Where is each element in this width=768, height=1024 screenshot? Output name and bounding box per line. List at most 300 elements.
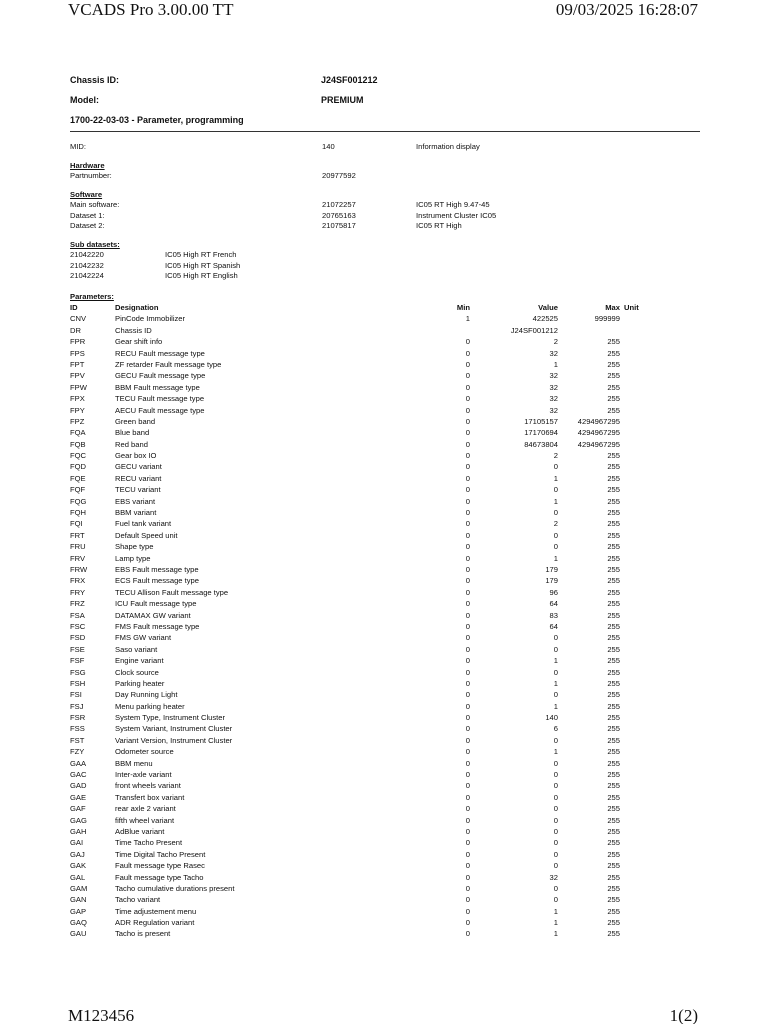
param-designation: Gear box IO bbox=[115, 451, 157, 461]
partnumber-row bbox=[70, 171, 700, 182]
param-id: FZY bbox=[70, 747, 85, 757]
param-designation: Odometer source bbox=[115, 747, 174, 757]
software-label: Main software: bbox=[70, 200, 120, 209]
table-row bbox=[70, 826, 700, 837]
param-max: 4294967295 bbox=[577, 416, 620, 426]
sub-dataset-id: 21042220 bbox=[70, 250, 104, 259]
param-id: GAG bbox=[70, 815, 87, 825]
param-min: 0 bbox=[465, 405, 470, 415]
param-designation: Fault message type Tacho bbox=[115, 872, 204, 882]
param-max: 255 bbox=[607, 382, 620, 392]
parameters-table bbox=[70, 302, 700, 940]
software-list bbox=[70, 200, 700, 232]
param-value: 1 bbox=[553, 906, 558, 916]
table-row bbox=[70, 541, 700, 552]
table-row bbox=[70, 906, 700, 917]
param-max: 255 bbox=[607, 906, 620, 916]
param-min: 0 bbox=[465, 804, 470, 814]
param-id: GAK bbox=[70, 861, 87, 871]
table-row bbox=[70, 792, 700, 803]
table-row bbox=[70, 336, 700, 347]
table-row bbox=[70, 928, 700, 939]
param-max: 255 bbox=[607, 371, 620, 381]
partnumber-value: 20977592 bbox=[322, 171, 356, 180]
param-max: 255 bbox=[607, 496, 620, 506]
software-title: Software bbox=[70, 189, 103, 199]
param-designation: FMS Fault message type bbox=[115, 621, 200, 631]
param-min: 0 bbox=[465, 633, 470, 643]
param-id: FQA bbox=[70, 428, 86, 438]
software-row bbox=[70, 211, 700, 222]
param-designation: DATAMAX GW variant bbox=[115, 610, 191, 620]
param-value: 0 bbox=[553, 792, 558, 802]
table-row bbox=[70, 348, 700, 359]
table-row bbox=[70, 849, 700, 860]
param-min: 0 bbox=[465, 508, 470, 518]
param-min: 0 bbox=[465, 621, 470, 631]
sub-dataset-row bbox=[70, 271, 700, 282]
sub-dataset-desc: IC05 High RT English bbox=[165, 271, 238, 280]
table-row bbox=[70, 712, 700, 723]
software-row bbox=[70, 221, 700, 232]
param-max: 255 bbox=[607, 872, 620, 882]
param-designation: ADR Regulation variant bbox=[115, 918, 195, 928]
table-row bbox=[70, 405, 700, 416]
param-max: 255 bbox=[607, 701, 620, 711]
param-min: 0 bbox=[465, 428, 470, 438]
col-unit: Unit bbox=[624, 303, 639, 312]
table-row bbox=[70, 507, 700, 518]
table-row bbox=[70, 769, 700, 780]
param-max: 255 bbox=[607, 849, 620, 859]
param-max: 255 bbox=[607, 451, 620, 461]
col-min: Min bbox=[456, 303, 470, 312]
param-id: FQB bbox=[70, 439, 86, 449]
param-id: FRY bbox=[70, 587, 86, 597]
param-max: 255 bbox=[607, 929, 620, 939]
param-min: 0 bbox=[465, 826, 470, 836]
table-row bbox=[70, 484, 700, 495]
param-designation: GECU variant bbox=[115, 462, 162, 472]
param-min: 0 bbox=[465, 781, 470, 791]
document-id: M123456 bbox=[68, 1006, 135, 1024]
table-row bbox=[70, 815, 700, 826]
param-max: 255 bbox=[607, 713, 620, 723]
param-max: 255 bbox=[607, 724, 620, 734]
param-value: 0 bbox=[553, 462, 558, 472]
table-row bbox=[70, 382, 700, 393]
sub-dataset-row bbox=[70, 261, 700, 272]
param-id: GAA bbox=[70, 758, 87, 768]
param-id: FQC bbox=[70, 451, 87, 461]
param-min: 0 bbox=[465, 918, 470, 928]
param-designation: PinCode Immobilizer bbox=[115, 314, 186, 324]
chassis-value: J24SF001212 bbox=[321, 75, 378, 85]
table-row bbox=[70, 644, 700, 655]
model-value: PREMIUM bbox=[321, 95, 364, 105]
param-id: FPY bbox=[70, 405, 85, 415]
param-min: 0 bbox=[465, 382, 470, 392]
param-max: 255 bbox=[607, 644, 620, 654]
param-id: FPX bbox=[70, 394, 85, 404]
param-designation: Engine variant bbox=[115, 656, 164, 666]
param-designation: FMS GW variant bbox=[115, 633, 172, 643]
param-value: 1 bbox=[553, 929, 558, 939]
param-value: 0 bbox=[553, 485, 558, 495]
param-max: 999999 bbox=[594, 314, 620, 324]
param-min: 0 bbox=[465, 849, 470, 859]
param-value: 1 bbox=[553, 473, 558, 483]
report-body bbox=[70, 75, 700, 940]
table-row bbox=[70, 461, 700, 472]
param-designation: Variant Version, Instrument Cluster bbox=[115, 735, 233, 745]
table-row bbox=[70, 439, 700, 450]
param-max: 255 bbox=[607, 804, 620, 814]
param-designation: BBM variant bbox=[115, 508, 157, 518]
parameters-rows bbox=[70, 313, 700, 939]
table-row bbox=[70, 917, 700, 928]
param-id: FPW bbox=[70, 382, 87, 392]
param-id: FRT bbox=[70, 530, 85, 540]
param-value: 0 bbox=[553, 838, 558, 848]
software-desc: Instrument Cluster IC05 bbox=[416, 210, 497, 220]
sub-dataset-desc: IC05 High RT Spanish bbox=[165, 260, 241, 270]
param-max: 255 bbox=[607, 826, 620, 836]
param-id: GAU bbox=[70, 929, 87, 939]
param-value: 83 bbox=[549, 610, 558, 620]
table-row bbox=[70, 667, 700, 678]
param-max: 255 bbox=[607, 758, 620, 768]
param-id: FSI bbox=[70, 690, 82, 700]
param-id: FQE bbox=[70, 473, 86, 483]
param-max: 255 bbox=[607, 553, 620, 563]
param-designation: System Type, Instrument Cluster bbox=[115, 713, 226, 723]
param-id: FPT bbox=[70, 359, 85, 369]
col-value: Value bbox=[538, 303, 558, 312]
param-value: 96 bbox=[549, 587, 558, 597]
sub-datasets-list bbox=[70, 250, 700, 282]
param-designation: Shape type bbox=[115, 542, 154, 552]
software-row bbox=[70, 200, 700, 211]
mid-desc: Information display bbox=[416, 142, 480, 151]
param-min: 0 bbox=[465, 542, 470, 552]
table-row bbox=[70, 860, 700, 871]
param-id: FRU bbox=[70, 542, 86, 552]
param-max: 255 bbox=[607, 861, 620, 871]
col-id: ID bbox=[70, 303, 78, 312]
param-max: 255 bbox=[607, 576, 620, 586]
col-designation: Designation bbox=[115, 303, 159, 312]
table-row bbox=[70, 894, 700, 905]
table-row bbox=[70, 632, 700, 643]
param-min: 0 bbox=[465, 371, 470, 381]
param-id: FSE bbox=[70, 644, 85, 654]
table-row bbox=[70, 678, 700, 689]
param-value: 1 bbox=[553, 496, 558, 506]
sub-dataset-id: 21042224 bbox=[70, 271, 104, 280]
param-max: 255 bbox=[607, 735, 620, 745]
param-max: 255 bbox=[607, 394, 620, 404]
param-max: 255 bbox=[607, 530, 620, 540]
param-min: 0 bbox=[465, 496, 470, 506]
param-min: 0 bbox=[465, 348, 470, 358]
param-value: 32 bbox=[549, 872, 558, 882]
param-id: FSF bbox=[70, 656, 85, 666]
table-row bbox=[70, 621, 700, 632]
table-row bbox=[70, 450, 700, 461]
param-max: 255 bbox=[607, 838, 620, 848]
param-designation: Green band bbox=[115, 416, 156, 426]
software-label: Dataset 2: bbox=[70, 221, 105, 230]
param-id: FSJ bbox=[70, 701, 84, 711]
param-min: 0 bbox=[465, 530, 470, 540]
param-designation: Gear shift info bbox=[115, 337, 163, 347]
param-value: 0 bbox=[553, 758, 558, 768]
param-designation: ICU Fault message type bbox=[115, 599, 197, 609]
param-designation: Transfert box variant bbox=[115, 792, 185, 802]
param-id: FQF bbox=[70, 485, 86, 495]
col-max: Max bbox=[605, 303, 620, 312]
param-min: 0 bbox=[465, 758, 470, 768]
param-value: 0 bbox=[553, 804, 558, 814]
param-id: GAH bbox=[70, 826, 87, 836]
param-value: 0 bbox=[553, 667, 558, 677]
param-id: FPS bbox=[70, 348, 85, 358]
param-value: 1 bbox=[553, 747, 558, 757]
param-max: 255 bbox=[607, 587, 620, 597]
param-designation: fifth wheel variant bbox=[115, 815, 175, 825]
param-value: 17105157 bbox=[524, 416, 558, 426]
param-min: 0 bbox=[465, 473, 470, 483]
param-id: FQG bbox=[70, 496, 87, 506]
param-designation: AECU Fault message type bbox=[115, 405, 205, 415]
table-row bbox=[70, 427, 700, 438]
param-id: FQH bbox=[70, 508, 87, 518]
param-designation: ECS Fault message type bbox=[115, 576, 199, 586]
table-row bbox=[70, 587, 700, 598]
param-designation: Tacho cumulative durations present bbox=[115, 883, 235, 893]
param-id: FRW bbox=[70, 564, 88, 574]
param-value: 32 bbox=[549, 371, 558, 381]
param-max: 255 bbox=[607, 348, 620, 358]
param-designation: Fuel tank variant bbox=[115, 519, 172, 529]
param-id: FPZ bbox=[70, 416, 85, 426]
param-min: 0 bbox=[465, 895, 470, 905]
table-row bbox=[70, 780, 700, 791]
table-row bbox=[70, 518, 700, 529]
param-designation: ZF retarder Fault message type bbox=[115, 359, 222, 369]
param-min: 0 bbox=[465, 587, 470, 597]
param-id: FRV bbox=[70, 553, 86, 563]
param-value: 0 bbox=[553, 826, 558, 836]
param-max: 255 bbox=[607, 542, 620, 552]
table-row bbox=[70, 610, 700, 621]
sub-dataset-id: 21042232 bbox=[70, 260, 104, 270]
param-value: 17170694 bbox=[524, 428, 558, 438]
table-row bbox=[70, 496, 700, 507]
param-designation: Red band bbox=[115, 439, 148, 449]
param-max: 255 bbox=[607, 770, 620, 780]
param-value: 179 bbox=[545, 576, 558, 586]
param-min: 0 bbox=[465, 576, 470, 586]
param-designation: Tacho is present bbox=[115, 929, 171, 939]
param-id: FQD bbox=[70, 462, 87, 472]
param-designation: TECU variant bbox=[115, 485, 161, 495]
param-value: 0 bbox=[553, 644, 558, 654]
param-min: 0 bbox=[465, 599, 470, 609]
param-min: 0 bbox=[465, 451, 470, 461]
table-row bbox=[70, 530, 700, 541]
param-max: 255 bbox=[607, 690, 620, 700]
table-row bbox=[70, 553, 700, 564]
table-row bbox=[70, 723, 700, 734]
param-designation: Inter-axle variant bbox=[115, 770, 172, 780]
mid-label: MID: bbox=[70, 142, 87, 151]
table-row bbox=[70, 575, 700, 586]
param-min: 1 bbox=[465, 314, 470, 324]
param-value: 140 bbox=[545, 713, 558, 723]
param-min: 0 bbox=[465, 861, 470, 871]
param-designation: Time Tacho Present bbox=[115, 838, 183, 848]
param-max: 255 bbox=[607, 781, 620, 791]
param-value: 0 bbox=[553, 781, 558, 791]
param-value: 32 bbox=[549, 382, 558, 392]
param-id: GAJ bbox=[70, 849, 85, 859]
param-value: 0 bbox=[553, 883, 558, 893]
param-designation: Saso variant bbox=[115, 644, 158, 654]
param-min: 0 bbox=[465, 690, 470, 700]
param-id: GAD bbox=[70, 781, 87, 791]
param-designation: Default Speed unit bbox=[115, 530, 178, 540]
param-value: 64 bbox=[549, 599, 558, 609]
table-row bbox=[70, 746, 700, 757]
param-designation: RECU variant bbox=[115, 473, 162, 483]
param-min: 0 bbox=[465, 610, 470, 620]
param-min: 0 bbox=[465, 462, 470, 472]
software-value: 21075817 bbox=[322, 221, 356, 230]
chassis-row bbox=[70, 75, 700, 95]
param-value: 64 bbox=[549, 621, 558, 631]
param-min: 0 bbox=[465, 883, 470, 893]
hardware-title: Hardware bbox=[70, 160, 105, 170]
param-designation: Day Running Light bbox=[115, 690, 178, 700]
param-min: 0 bbox=[465, 701, 470, 711]
table-row bbox=[70, 689, 700, 700]
param-max: 255 bbox=[607, 405, 620, 415]
table-row bbox=[70, 359, 700, 370]
param-designation: Parking heater bbox=[115, 678, 165, 688]
param-id: FRZ bbox=[70, 599, 85, 609]
param-value: 0 bbox=[553, 849, 558, 859]
table-row bbox=[70, 872, 700, 883]
page-number: 1(2) bbox=[669, 1006, 698, 1024]
param-id: GAI bbox=[70, 838, 84, 848]
param-max: 255 bbox=[607, 656, 620, 666]
param-max: 255 bbox=[607, 667, 620, 677]
param-designation: front wheels variant bbox=[115, 781, 181, 791]
table-row bbox=[70, 803, 700, 814]
param-value: 0 bbox=[553, 895, 558, 905]
sub-datasets-title: Sub datasets: bbox=[70, 239, 120, 249]
param-max: 255 bbox=[607, 883, 620, 893]
param-max: 255 bbox=[607, 621, 620, 631]
param-value: 0 bbox=[553, 530, 558, 540]
param-id: GAP bbox=[70, 906, 87, 916]
param-designation: EBS variant bbox=[115, 496, 156, 506]
param-max: 255 bbox=[607, 473, 620, 483]
param-max: 255 bbox=[607, 747, 620, 757]
param-designation: Time adjustement menu bbox=[115, 906, 197, 916]
param-id: GAQ bbox=[70, 918, 87, 928]
param-designation: TECU Fault message type bbox=[115, 394, 205, 404]
param-max: 255 bbox=[607, 599, 620, 609]
software-value: 20765163 bbox=[322, 210, 356, 220]
param-designation: Time Digital Tacho Present bbox=[115, 849, 206, 859]
param-id: GAL bbox=[70, 872, 86, 882]
param-min: 0 bbox=[465, 485, 470, 495]
param-id: GAE bbox=[70, 792, 87, 802]
param-value: 1 bbox=[553, 918, 558, 928]
param-designation: BBM Fault message type bbox=[115, 382, 200, 392]
param-max: 255 bbox=[607, 610, 620, 620]
param-id: FSA bbox=[70, 610, 85, 620]
table-row bbox=[70, 473, 700, 484]
chassis-label: Chassis ID: bbox=[70, 75, 120, 85]
param-value: 1 bbox=[553, 553, 558, 563]
param-max: 255 bbox=[607, 815, 620, 825]
param-id: DR bbox=[70, 325, 81, 335]
param-min: 0 bbox=[465, 519, 470, 529]
param-min: 0 bbox=[465, 337, 470, 347]
param-value: 2 bbox=[553, 451, 558, 461]
param-value: 32 bbox=[549, 405, 558, 415]
table-row bbox=[70, 393, 700, 404]
param-id: CNV bbox=[70, 314, 87, 324]
param-min: 0 bbox=[465, 906, 470, 916]
param-designation: RECU Fault message type bbox=[115, 348, 205, 358]
param-value: 0 bbox=[553, 690, 558, 700]
param-max: 255 bbox=[607, 633, 620, 643]
param-max: 4294967295 bbox=[577, 428, 620, 438]
param-value: 1 bbox=[553, 656, 558, 666]
param-min: 0 bbox=[465, 770, 470, 780]
param-id: FSD bbox=[70, 633, 86, 643]
param-min: 0 bbox=[465, 678, 470, 688]
param-min: 0 bbox=[465, 792, 470, 802]
operation-title: 1700-22-03-03 - Parameter, programming bbox=[70, 115, 244, 125]
table-row bbox=[70, 325, 700, 336]
param-value: 0 bbox=[553, 508, 558, 518]
param-designation: Fault message type Rasec bbox=[115, 861, 205, 871]
parameters-header bbox=[70, 302, 700, 313]
param-id: GAF bbox=[70, 804, 86, 814]
software-label: Dataset 1: bbox=[70, 210, 105, 220]
table-row bbox=[70, 837, 700, 848]
param-max: 255 bbox=[607, 792, 620, 802]
param-min: 0 bbox=[465, 394, 470, 404]
param-id: FPR bbox=[70, 337, 86, 347]
param-max: 4294967295 bbox=[577, 439, 620, 449]
param-max: 255 bbox=[607, 564, 620, 574]
param-designation: Chassis ID bbox=[115, 325, 152, 335]
model-row bbox=[70, 95, 700, 115]
table-row bbox=[70, 758, 700, 769]
param-min: 0 bbox=[465, 838, 470, 848]
param-id: GAM bbox=[70, 883, 88, 893]
model-label: Model: bbox=[70, 95, 99, 105]
param-id: FSH bbox=[70, 678, 86, 688]
param-designation: Menu parking heater bbox=[115, 701, 185, 711]
